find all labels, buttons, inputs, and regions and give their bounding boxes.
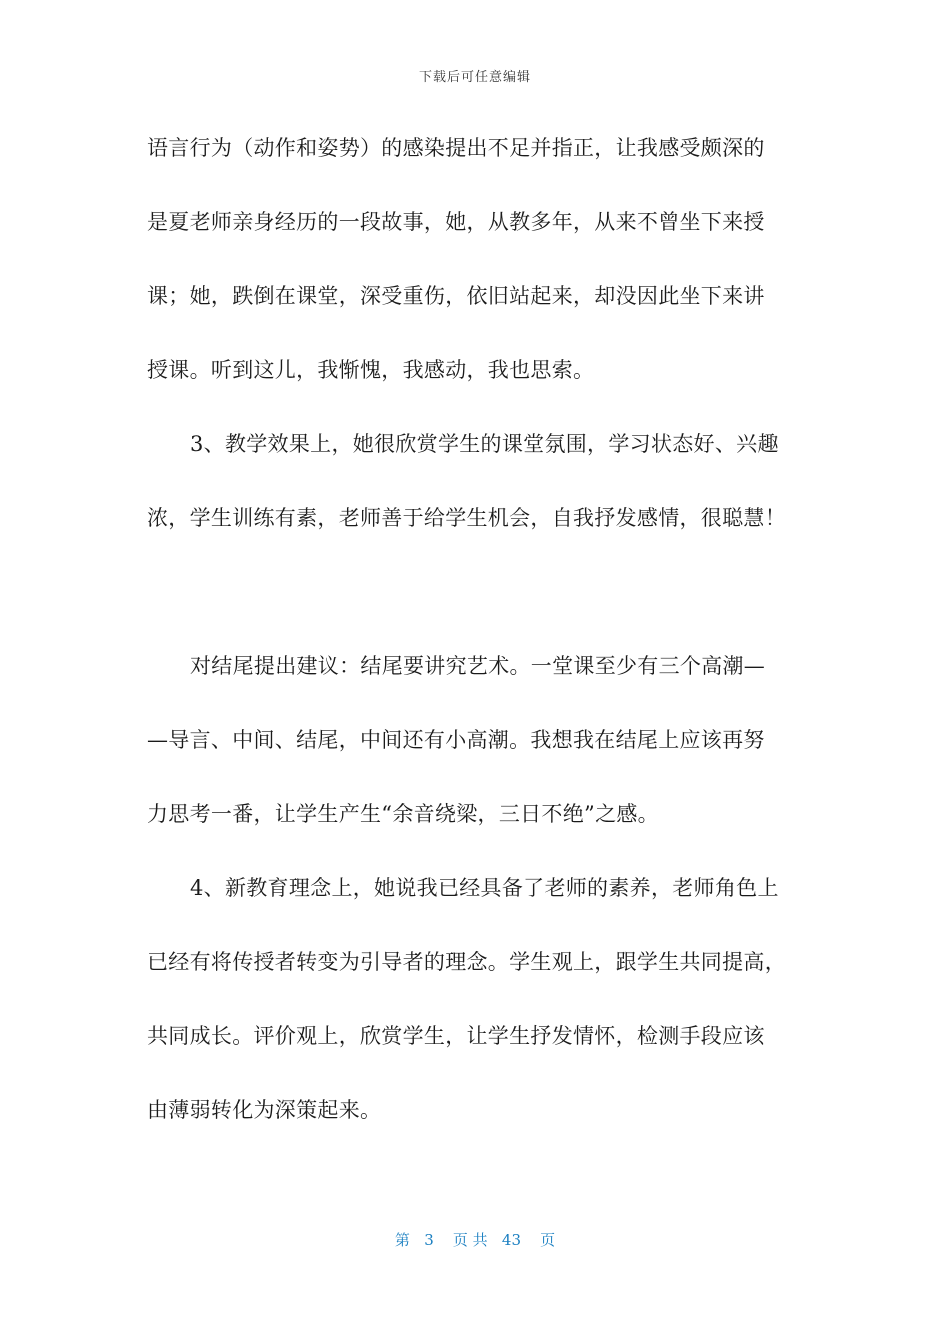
text-line: 力思考一番，让学生产生“余音绕梁，三日不绝”之感。: [147, 802, 659, 826]
text-line: 课；她，跌倒在课堂，深受重伤，依旧站起来，却没因此坐下来讲: [147, 284, 765, 308]
text-line: 3、教学效果上，她很欣赏学生的课堂氛围，学习状态好、兴趣: [190, 432, 779, 456]
text-line: 共同成长。评价观上，欣赏学生，让学生抒发情怀，检测手段应该: [147, 1024, 765, 1048]
text-line: 已经有将传授者转变为引导者的理念。学生观上，跟学生共同提高，: [147, 950, 786, 974]
document-body: [147, 126, 807, 1162]
paragraph-spacer: [147, 570, 807, 644]
paragraph-2: [147, 422, 807, 570]
text-line: 由薄弱转化为深策起来。: [147, 1098, 382, 1122]
text-line: 是夏老师亲身经历的一段故事，她，从教多年，从来不曾坐下来授: [147, 210, 765, 234]
paragraph-3: [147, 644, 807, 866]
page-footer: 第 3 页 共 43 页: [394, 1231, 556, 1249]
text-line: 对结尾提出建议：结尾要讲究艺术。一堂课至少有三个高潮—: [190, 654, 766, 678]
page-header: 下载后可任意编辑: [418, 70, 531, 85]
text-line: 语言行为（动作和姿势）的感染提出不足并指正，让我感受颇深的: [147, 136, 765, 160]
paragraph-1: [147, 126, 807, 422]
text-line: 4、新教育理念上，她说我已经具备了老师的素养，老师角色上: [190, 876, 779, 900]
text-line: 浓，学生训练有素，老师善于给学生机会，自我抒发感情，很聪慧！: [147, 506, 786, 530]
text-line: —导言、中间、结尾，中间还有小高潮。我想我在结尾上应该再努: [147, 728, 765, 752]
paragraph-4: [147, 866, 807, 1162]
text-line: 授课。听到这儿，我惭愧，我感动，我也思索。: [147, 358, 595, 382]
